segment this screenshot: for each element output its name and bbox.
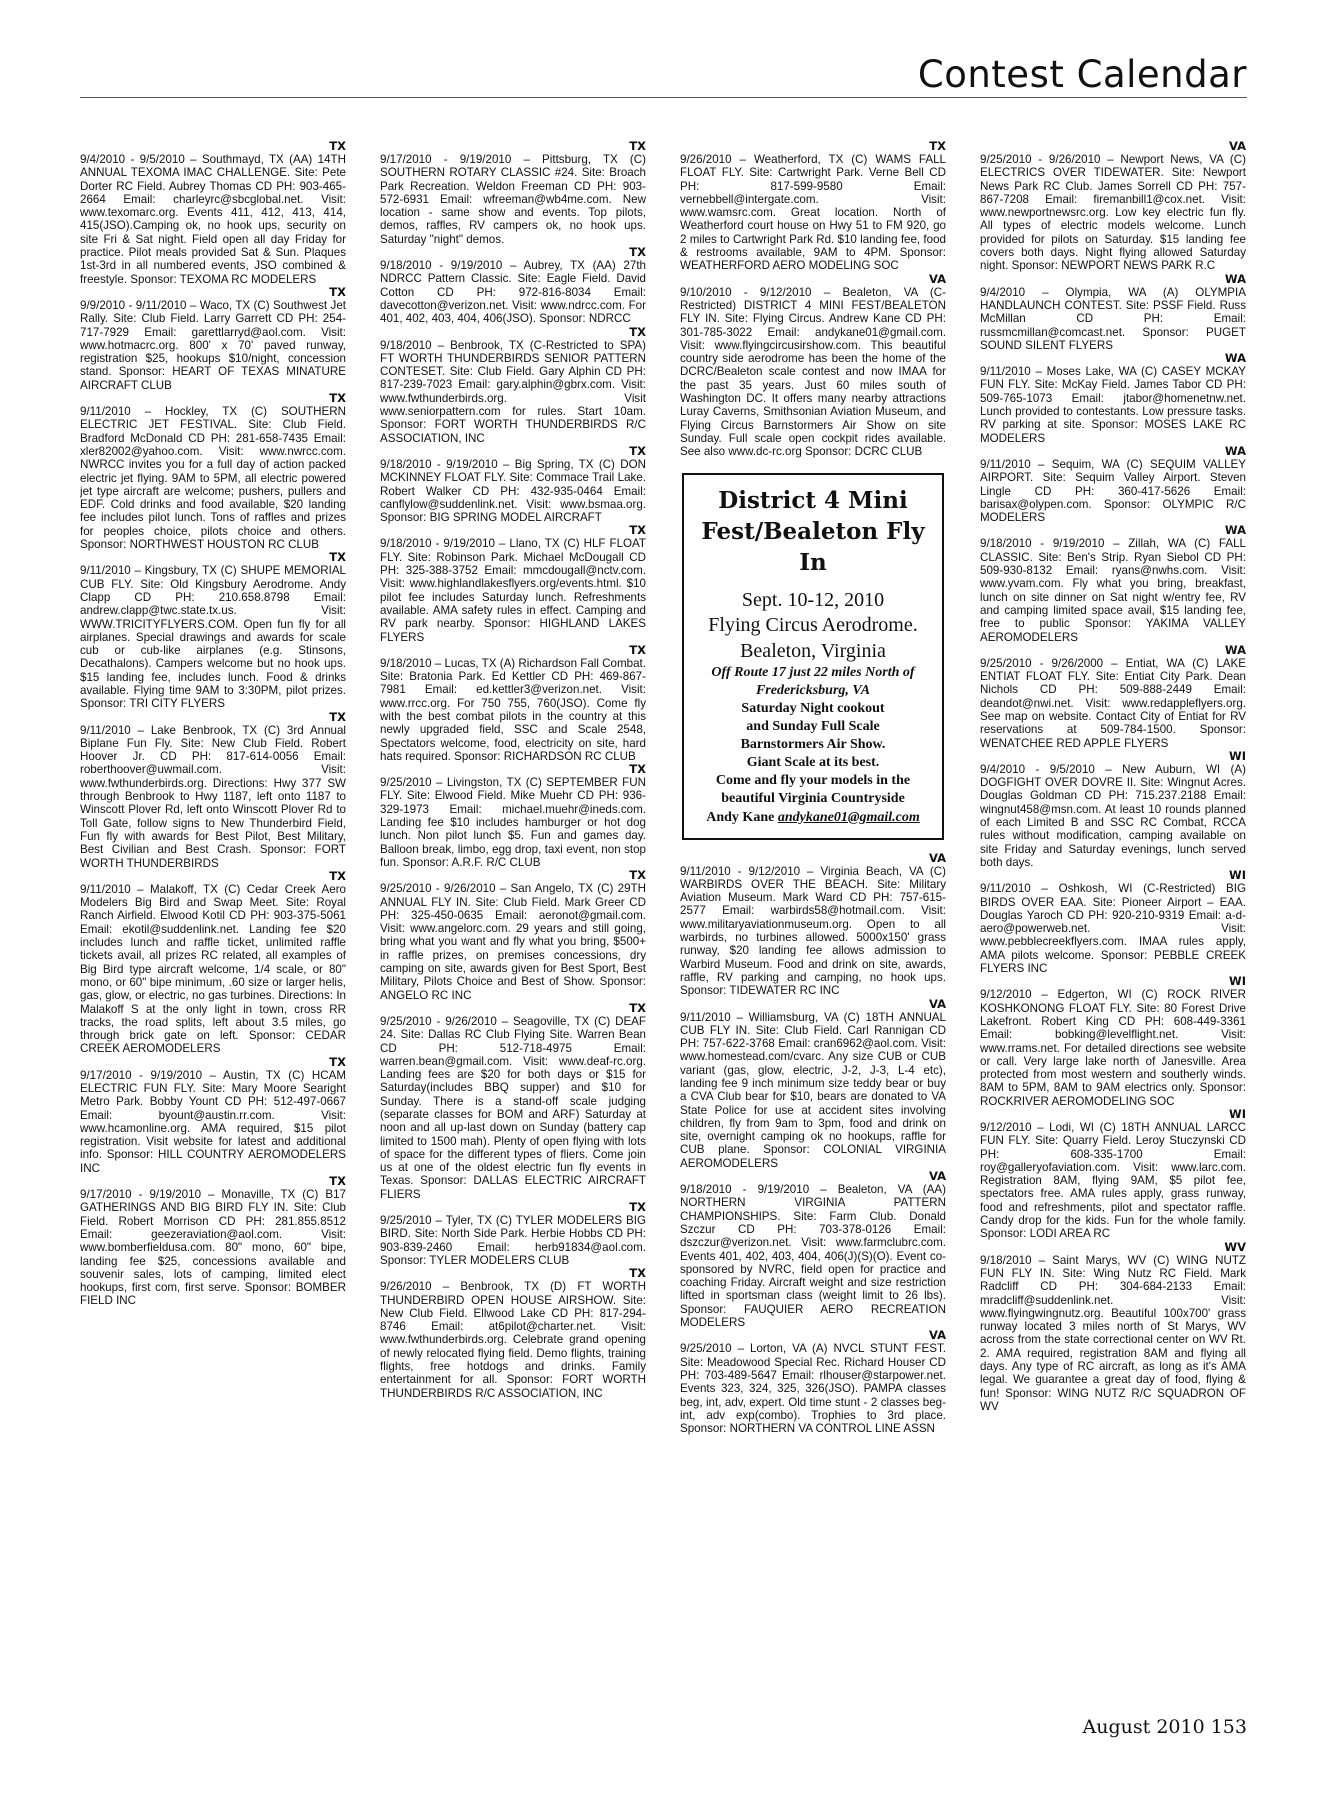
ad-town2: Fredericksburg, VA xyxy=(755,682,871,698)
calendar-column-2 xyxy=(380,140,646,1665)
calendar-entry xyxy=(980,1108,1246,1241)
calendar-column-3 xyxy=(680,140,946,1665)
entry-text: 9/4/2010 - 9/5/2010 – Southmayd, TX (AA) 14TH ANNUAL TEXOMA IMAC CHALLENGE. Site: Pete Dorter RC Field. Aubrey Thomas CD PH: 903-465-2664 Email: charleyrc@sbcglobal.net. Visit: www.texomarc.org. Events 411, 412, 413, 414, 415(JSO).Camping ok, no hook ups, security on site Fri & Sat night. Field open all day Friday for practice. Pilot meals provided Sat & Sun. Plaques 1st-3rd in all numbered events, JSO combined & freestyle. Sponsor: TEXOMA RC MODELERS xyxy=(80,153,346,286)
entry-state: TX xyxy=(629,245,646,260)
calendar-entry xyxy=(80,392,346,551)
entry-text: 9/11/2010 – Williamsburg, VA (C) 18TH ANNUAL CUB FLY IN. Site: Club Field. Carl Rannigan CD PH: 757-622-3768 Email: cran6962@aol.com. Visit: www.homestead.com/cvarc. Any size CUB or CUB variant (gas, glow, electric, J-2, J-3, L-4 etc), landing fee 9 inch minimum size teddy bear or buy a CVA Club bear for $10, bears are donated to VA State Police for use at accident sites involving children, fly from 9am to 3pm, food and drink on site, overnight camping ok no hookups, raffle for CUB plane. Sponsor: COLONIAL VIRGINIA AEROMODELERS xyxy=(680,1010,946,1170)
entry-text: 9/25/2010 - 9/26/2010 – Newport News, VA (C) ELECTRICS OVER TIDEWATER. Site: Newport News Park RC Club. James Sorrell CD PH: 757-867-7208 Email: firemanbill1@cox.net. Visit: www.newportnewsrc.org. Low key electric fun fly. All types of electric models welcome. Lunch provided for pilots on Saturday. $15 landing fee covers both days. Night flying allowed Saturday night. Sponsor: NEWPORT NEWS PARK R.C xyxy=(980,153,1246,273)
entry-state: TX xyxy=(329,391,346,406)
entry-text: 9/4/2010 – Olympia, WA (A) OLYMPIA HANDLAUNCH CONTEST. Site: PSSF Field. Russ McMillan CD PH: Email: russmcmillan@comcast.net. Sponsor: PUGET SOUND SILENT FLYERS xyxy=(980,285,1246,352)
entry-text: 9/11/2010 – Lake Benbrook, TX (C) 3rd Annual Biplane Fun Fly. Site: New Club Field. Robert Hoover Jr. CD PH: 817-614-0056 Email: roberthoover@uwmail.com. Visit: www.fwthunderbirds.org. Directions: Hwy 377 SW through Benbrook to Hwy 1187, left onto 1187 to Winscott Plover Rd, left onto Winscott Plover Rd to Toll Gate, follow signs to New Thunderbird Field, Fun fly with awards for Best Pilot, Best Military, Best Civilian and Best Crash. Sponsor: FORT WORTH THUNDERBIRDS xyxy=(80,723,346,870)
entry-text: 9/12/2010 – Edgerton, WI (C) ROCK RIVER KOSHKONONG FLOAT FLY. Site: 80 Forest Drive Lakefront. Robert King CD PH: 608-449-3361 Email: bobking@levelflight.net. Visit: www.rrams.net. For detailed directions see website or call. Very large lake north of Janesville. Area protected from most western and southerly winds. 8AM to 5PM, 8AM to 9AM electrics only. Sponsor: ROCKRIVER AEROMODELING SOC xyxy=(980,988,1246,1108)
entry-text: 9/25/2010 - 9/26/2000 – Entiat, WA (C) LAKE ENTIAT FLOAT FLY. Site: Entiat City Park. Dean Nichols CD PH: 509-888-2449 Email: deandot@nwi.net. Visit: www.redappleflyers.org. See map on website. Contact City of Entiat for RV reservations at 509-784-1500. Sponsor: WENATCHEE RED APPLE FLYERS xyxy=(980,656,1246,750)
calendar-entry xyxy=(680,140,946,273)
entry-text: 9/11/2010 – Kingsbury, TX (C) SHUPE MEMORIAL CUB FLY. Site: Old Kingsbury Aerodrome. Andy Clapp CD PH: 210.658.8798 Email: andrew.clapp@twc.state.tx.us. Visit: WWW.TRICITYFLYERS.COM. Open fun fly for all airplanes. Special drawings and awards for scale cub or cub-like airplanes (e.g. Stinsons, Decathalons). Campers welcome but no hook ups. $15 landing fee, includes lunch. Food & drinks available. Flying time 9AM to 3:30PM, pilot prizes. Sponsor: TRI CITY FLYERS xyxy=(80,564,346,711)
calendar-entry xyxy=(680,273,946,459)
entry-state: TX xyxy=(329,140,346,153)
ad-line: Barnstormers Air Show. xyxy=(740,736,886,752)
entry-state: WA xyxy=(1224,443,1246,458)
calendar-entry xyxy=(380,1267,646,1400)
calendar-entry xyxy=(980,750,1246,869)
entry-state: TX xyxy=(629,140,646,153)
calendar-entry xyxy=(380,1201,646,1267)
entry-state: TX xyxy=(329,1174,346,1189)
entry-text: 9/25/2010 - 9/26/2010 – Seagoville, TX (C) DEAF 24. Site: Dallas RC Club Flying Site. Warren Bean CD PH: 512-718-4975 Email: warren.bean@gmail.com. Visit: www.deaf-rc.org. Landing fees are $20 for both days or $15 for Saturday(includes BBQ supper) and $10 for Sunday. There is a stand-off scale judging (separate classes for BOM and ARF) Saturday at noon and all up-last down on Sunday (battery cap limited to 1500 mah). Plenty of open flying with lots of space for the different types of fliers. Come join us at one of the oldest electric fun fly events in Texas. Sponsor: DALLAS ELECTRIC AIRCRAFT FLIERS xyxy=(380,1014,646,1201)
ad-contact-email: andykane01@gmail.com xyxy=(777,809,920,825)
calendar-entry xyxy=(80,286,346,392)
calendar-entry xyxy=(380,524,646,643)
calendar-entry xyxy=(980,140,1246,273)
calendar-entry xyxy=(980,644,1246,750)
entry-state: TX xyxy=(329,284,346,299)
calendar-entry xyxy=(980,273,1246,352)
entry-state: TX xyxy=(629,443,646,458)
ad-line: Giant Scale at its best. xyxy=(746,754,880,770)
entry-state: TX xyxy=(929,140,946,153)
entry-state: WA xyxy=(1224,271,1246,286)
calendar-entry xyxy=(680,998,946,1171)
calendar-entry xyxy=(380,326,646,445)
entry-state: VA xyxy=(928,850,946,865)
ad-contact xyxy=(692,808,934,828)
ad-contact-name: Andy Kane xyxy=(706,809,775,825)
ad-line: and Sunday Full Scale xyxy=(746,718,880,734)
entry-state: TX xyxy=(329,1054,346,1069)
entry-text: 9/18/2010 – Benbrook, TX (C-Restricted to SPA) FT WORTH THUNDERBIRDS SENIOR PATTERN CONTESET. Site: Club Field. Gary Alphin CD PH: 817-239-7023 Email: gary.alphin@gbrx.com. Visit: www.fwthunderbirds.org. Visit www.seniorpattern.com for rules. Start 10am. Sponsor: FORT WORTH THUNDERBIRDS R/C ASSOCIATION, INC xyxy=(380,338,646,445)
entry-state: TX xyxy=(629,1200,646,1215)
calendar-entry xyxy=(380,140,646,246)
entry-state: WA xyxy=(1224,351,1246,366)
calendar-column-3-top xyxy=(680,140,946,459)
calendar-entry xyxy=(380,869,646,1002)
entry-state: WI xyxy=(1229,1107,1246,1121)
calendar-entry xyxy=(380,1002,646,1201)
entry-state: TX xyxy=(629,642,646,657)
entry-state: WV xyxy=(1224,1239,1246,1254)
page-title: Contest Calendar xyxy=(917,53,1247,96)
entry-text: 9/11/2010 – Malakoff, TX (C) Cedar Creek Aero Modelers Big Bird and Swap Meet. Site: Royal Ranch Airfield. Elwood Kotil CD PH: 903-375-5061 Email: ekotil@suddenlink.net. Landing fee $20 includes lunch and raffle ticket, unlimited raffle tickets avail, all prizes RC related, all examples of Big Bird type aircraft welcome, 1/4 scale, or 80" mono, or 60" bipe minimum, .60 size or larger helis, gas, glow, or electric, no gas turbines. Directions: In Malakoff S at the only light in town, cross RR tracks, the road splits, left about 3.5 miles, go through brick gate on left. Sponsor: CEDAR CREEK AEROMODELERS xyxy=(80,882,346,1056)
entry-state: WA xyxy=(1224,642,1246,657)
entry-text: 9/18/2010 - 9/19/2010 – Zillah, WA (C) FALL CLASSIC. Site: Ben's Strip. Ryan Siebol CD PH: 509-930-8132 Email: ryans@nwhs.com. Visit: www.yvam.com. Fly what you bring, breakfast, lunch on site dinner on Sat night w/entry fee, RV and camping limited space avail, $15 landing fee, free to public Sponsor: YAKIMA VALLEY AEROMODELERS xyxy=(980,537,1246,644)
calendar-entry xyxy=(80,1175,346,1308)
ad-town: Bealeton, Virginia xyxy=(740,639,886,662)
entry-text: 9/18/2010 - 9/19/2010 – Bealeton, VA (AA) NORTHERN VIRGINIA PATTERN CHAMPIONSHIPS. Site: Farm Club. Donald Szczur CD PH: 703-378-0126 Email: dszczur@verizon.net. Visit: www.farmclubrc.com. Events 401, 402, 403, 404, 406(J)(S)(O). Event co-sponsored by NVRC, field open for practice and coaching Friday. Aircraft weight and size restriction lifted in sportsman class (weight limit to 26 lbs). Sponsor: FAUQUIER AERO RECREATION MODELERS xyxy=(680,1183,946,1330)
calendar-entry xyxy=(980,975,1246,1108)
ad-line: Come and fly your models in the xyxy=(715,772,911,788)
ad-title: District 4 Mini Fest/Bealeton Fly In xyxy=(701,486,925,576)
calendar-entry xyxy=(380,763,646,869)
entry-text: 9/18/2010 – Lucas, TX (A) Richardson Fall Combat. Site: Bratonia Park. Ed Kettler CD PH: 469-867-7981 Email: ed.kettler3@verizon.net. Visit: www.rrcc.org. For 750 755, 760(JSO). Come fly with the best combat pilots in the country at this newly upgraded field, SSC and Scale 2548, Spectators welcome, food, electricity on site, hard hats required. Sponsor: RICHARDSON RC CLUB xyxy=(380,656,646,763)
calendar-entry xyxy=(80,551,346,710)
calendar-column-3-bottom xyxy=(680,852,946,1436)
entry-text: 9/17/2010 - 9/19/2010 – Monaville, TX (C) B17 GATHERINGS AND BIG BIRD FLY IN. Site: Club Field. Robert Morrison CD PH: 281.855.8512 Email: geezeraviation@aol.com. Visit: www.bomberfieldusa.com. 80" mono, 60" bipe, landing fee $25, concessions available and souvenir sales, lots of camping, limited elect hookups, first com, first serve. Sponsor: BOMBER FIELD INC xyxy=(80,1188,346,1308)
ad-venue: Flying Circus Aerodrome. xyxy=(708,613,918,636)
entry-text: 9/26/2010 – Benbrook, TX (D) FT WORTH THUNDERBIRD OPEN HOUSE AIRSHOW. Site: New Club Field. Ellwood Lake CD PH: 817-294-8746 Email: at6pilot@charter.net. Visit: www.fwthunderbirds.org. Celebrate grand opening of newly relocated flying field. Demo flights, training flights, free hotdogs and drinks. Family entertainment for all. Sponsor: FORT WORTH THUNDERBIRDS R/C ASSOCIATION, INC xyxy=(380,1280,646,1400)
entry-state: TX xyxy=(629,324,646,339)
entry-text: 9/18/2010 - 9/19/2010 – Big Spring, TX (C) DON MCKINNEY FLOAT FLY. Site: Commace Trail Lake. Robert Walker CD PH: 432-935-0464 Email: canflylow@suddenlink.net. Visit: www.bsmaa.org. Sponsor: BIG SPRING MODEL AIRCRAFT xyxy=(380,457,646,525)
entry-text: 9/18/2010 - 9/19/2010 – Aubrey, TX (AA) 27th NDRCC Pattern Classic. Site: Eagle Field. David Cotton CD PH: 972-816-8034 Email: davecotton@verizon.net. Visit: www.ndrcc.com. For 401, 402, 403, 404, 406(JSO). Sponsor: NDRCC xyxy=(380,259,646,326)
calendar-entry xyxy=(80,711,346,870)
entry-state: TX xyxy=(629,1266,646,1281)
calendar-entry xyxy=(680,1329,946,1435)
entry-text: 9/4/2010 - 9/5/2010 – New Auburn, WI (A) DOGFIGHT OVER DOVRE II. Site: Wingnut Acres. Douglas Goldman CD PH: 715.237.2188 Email: wingnut458@msn.com. At least 10 rounds planned of each Limited B and SSC RC Combat, RCCA rules without modification, camping available on site Friday and Saturday evenings, lunch served both days. xyxy=(980,762,1246,869)
calendar-entry xyxy=(80,1056,346,1175)
entry-text: 9/25/2010 – Livingston, TX (C) SEPTEMBER FUN FLY. Site: Elwood Field. Mike Muehr CD PH: 936-329-1973 Email: michael.muehr@ineds.com. Landing fee $10 includes hamburger or hot dog lunch. Non pilot lunch $5. Fun and games day. Balloon break, limbo, egg drop, taxi event, non stop fun. Sponsor: A.R.F. R/C CLUB xyxy=(380,776,646,869)
entry-text: 9/25/2010 – Tyler, TX (C) TYLER MODELERS BIG BIRD. Site: North Side Park. Herbie Hobbs CD PH: 903-839-2460 Email: herb91834@aol.com. Sponsor: TYLER MODELERS CLUB xyxy=(380,1214,646,1267)
calendar-entry xyxy=(980,352,1246,445)
page-footer: August 2010 153 xyxy=(1082,1716,1247,1738)
entry-state: VA xyxy=(1228,140,1246,153)
entry-state: VA xyxy=(928,996,946,1011)
ad-line: Saturday Night cookout xyxy=(741,700,885,716)
calendar-entry xyxy=(980,445,1246,524)
entry-state: WI xyxy=(1229,974,1246,989)
entry-text: 9/11/2010 – Sequim, WA (C) SEQUIM VALLEY AIRPORT. Site: Sequim Valley Airport. Steven Lingle CD PH: 360-417-5626 Email: barisax@olypen.com. Sponsor: OLYMPIC R/C MODELERS xyxy=(980,457,1246,525)
entry-text: 9/25/2010 – Lorton, VA (A) NVCL STUNT FEST. Site: Meadowood Special Rec. Richard Houser CD PH: 703-489-5647 Email: rlhouser@starpower.net. Events 323, 324, 325, 326(JSO). PAMPA classes beg, int, adv, expert. Old time stunt - 2 classes beg-int, adv exp(combo). Trophies to 3rd place. Sponsor: NORTHERN VA CONTROL LINE ASSN xyxy=(680,1342,946,1436)
entry-state: TX xyxy=(329,709,346,724)
calendar-column-4 xyxy=(980,140,1246,1665)
entry-text: 9/17/2010 - 9/19/2010 – Austin, TX (C) HCAM ELECTRIC FUN FLY. Site: Mary Moore Searight Metro Park. Bobby Yount CD PH: 512-497-0667 Email: byount@austin.rr.com. Visit: www.hcamonline.org. AMA required, $15 pilot registration. Visit website for latest and additional info. Sponsor: HILL COUNTRY AEROMODELERS INC xyxy=(80,1068,346,1175)
entry-text: 9/11/2010 – Hockley, TX (C) SOUTHERN ELECTRIC JET FESTIVAL. Site: Club Field. Bradford McDonald CD PH: 281-658-7435 Email: xler82002@yahoo.com. Visit: www.nwrcc.com. NWRCC invites you for a full day of action packed electric jet flying. 9AM to 5PM, all electric powered jet type aircraft are welcome; pushers, pullers and EDF. Cold drinks and food available, $20 landing fee includes pilot lunch. Tons of raffles and prizes for peoples choice, pilots choice and others. Sponsor: NORTHWEST HOUSTON RC CLUB xyxy=(80,405,346,552)
calendar-entry xyxy=(980,1241,1246,1414)
entry-text: 9/12/2010 – Lodi, WI (C) 18TH ANNUAL LARCC FUN FLY. Site: Quarry Field. Leroy Stuczynski CD PH: 608-335-1700 Email: roy@galleryofaviation.com. Visit: www.larc.com. Registration 8AM, flying 9AM, $5 pilot fee, spectators free. AMA rules apply, grass runway, food and refreshments, pilot and spectator raffle. Candy drop for the kids. Fun for the whole family. Sponsor: LODI AREA RC xyxy=(980,1121,1246,1241)
calendar-column-1 xyxy=(80,140,346,1665)
entry-state: VA xyxy=(928,271,946,286)
entry-state: WA xyxy=(1224,523,1246,538)
entry-text: 9/11/2010 - 9/12/2010 – Virginia Beach, VA (C) WARBIRDS OVER THE BEACH. Site: Military Aviation Museum. Mark Ward CD PH: 757-615-2577 Email: warbirds58@hotmail.com. Visit: www.militaryaviationmuseum.org. Open to all warbirds, no turbines allowed. 5000x150' grass runway, $20 landing fee allows admission to Warbird Museum. Food and drink on site, awards, raffle, RV parking and camping, no hook ups. Sponsor: TIDEWATER RC INC xyxy=(680,864,946,998)
entry-text: 9/11/2010 – Moses Lake, WA (C) CASEY MCKAY FUN FLY. Site: McKay Field. James Tabor CD PH: 509-765-1073 Email: jtabor@homenetnw.net. Lunch provided to contestants. Low pressure tasks. RV parking at site. Sponsor: MOSES LAKE RC MODELERS xyxy=(980,365,1246,445)
calendar-entry xyxy=(380,644,646,763)
entry-state: WI xyxy=(1229,748,1246,763)
calendar-entry xyxy=(980,869,1246,975)
entry-state: TX xyxy=(329,868,346,883)
entry-text: 9/18/2010 - 9/19/2010 – Llano, TX (C) HLF FLOAT FLY. Site: Robinson Park. Michael McDougall CD PH: 325-388-3752 Email: mmcdougall@nctv.com. Visit: www.highlandlakesflyers.org/events.html. $10 pilot fee includes Saturday lunch. Refreshments available. AMA safety rules in effect. Camping and RV park nearby. Sponsor: HIGHLAND LAKES FLYERS xyxy=(380,537,646,644)
entry-text: 9/10/2010 - 9/12/2010 – Bealeton, VA (C-Restricted) DISTRICT 4 MINI FEST/BEALETON FLY IN. Site: Flying Circus. Andrew Kane CD PH: 301-785-3022 Email: andykane01@gmail.com. Visit: www.flyingcircusirshow.com. This beautiful country side aerodrome has been the home of the DCRC/Bealeton scale contest and now IMAA for the past 35 years. Just 60 miles south of Washington DC. It offers many nearby attractions Luray Caverns, Smithsonian Aviation Museum, and Flying Circus Barnstormers Air Show on site Sunday. Full scale open cockpit rides available. See also www.dc-rc.org Sponsor: DCRC CLUB xyxy=(680,285,946,459)
page-header xyxy=(80,55,1247,98)
entry-state: WI xyxy=(1229,868,1246,883)
entry-state: VA xyxy=(928,1169,946,1184)
entry-text: 9/26/2010 – Weatherford, TX (C) WAMS FALL FLOAT FLY. Site: Cartwright Park. Verne Bell CD PH: 817-599-9580 Email: vernebbell@intergate.com. Visit: www.wamsrc.com. Great location. North of Weatherford court house on Hwy 51 to FM 920, go 2 miles to Cartwright Park Rd. $10 landing fee, food & restrooms available, 9AM to 4PM. Sponsor: WEATHERFORD AERO MODELING SOC xyxy=(680,153,946,273)
entry-text: 9/17/2010 - 9/19/2010 – Pittsburg, TX (C) SOUTHERN ROTARY CLASSIC #24. Site: Broach Park Recreation. Weldon Freeman CD PH: 903-572-6931 Email: wfreeman@wb4me.com. New location - same show and events. Top pilots, demos, raffles, RV campers ok, no hook ups. Saturday "night" demos. xyxy=(380,153,646,246)
entry-state: TX xyxy=(629,868,646,883)
ad-route: Off Route 17 just 22 miles North of xyxy=(711,664,915,680)
entry-text: 9/11/2010 – Oshkosh, WI (C-Restricted) BIG BIRDS OVER EAA. Site: Pioneer Airport – EAA. Douglas Yaroch CD PH: 920-210-9319 Email: a-d-aero@powerweb.net. Visit: www.pebblecreekflyers.com. IMAA rules apply, AMA pilots welcome. Sponsor: PEBBLE CREEK FLYERS INC xyxy=(980,882,1246,976)
entry-state: TX xyxy=(629,1000,646,1015)
calendar-entry xyxy=(80,870,346,1056)
entry-state: TX xyxy=(329,550,346,565)
entry-state: VA xyxy=(928,1328,946,1343)
entry-state: TX xyxy=(629,523,646,538)
calendar-entry xyxy=(80,140,346,286)
event-advertisement xyxy=(682,473,944,840)
entry-text: 9/9/2010 - 9/11/2010 – Waco, TX (C) Southwest Jet Rally. Site: Club Field. Larry Garrett CD PH: 254-717-7929 Email: garettlarryd@aol.com. Visit: www.hotmacrc.org. 800' x 70' paved runway, registration $25, hookups $10/night, concession stand. Sponsor: HEART OF TEXAS MINATURE AIRCRAFT CLUB xyxy=(80,298,346,392)
calendar-entry xyxy=(380,246,646,325)
calendar-entry xyxy=(380,445,646,524)
calendar-entry xyxy=(680,852,946,998)
ad-dates: Sept. 10-12, 2010 xyxy=(741,588,885,611)
entry-text: 9/18/2010 – Saint Marys, WV (C) WING NUTZ FUN FLY IN. Site: Wing Nutz RC Field. Mark Radcliff CD PH: 304-684-2133 Email: mradcliff@suddenlink.net. Visit: www.flyingwingnutz.org. Beautiful 100x700' grass runway located 3 miles north of St Marys, WV across from the state correctional center on WV Rt. 2. AMA required, registration 8AM and flying all days. Any type of RC aircraft, as long as it's AMA legal. We guarantee a great day of food, flying & fun! Sponsor: WING NUTZ R/C SQUADRON OF WV xyxy=(980,1253,1246,1413)
calendar-entry xyxy=(980,524,1246,643)
entry-state: TX xyxy=(629,762,646,777)
entry-text: 9/25/2010 - 9/26/2010 – San Angelo, TX (C) 29TH ANNUAL FLY IN. Site: Club Field. Mark Greer CD PH: 325-450-0635 Email: aeronot@gmail.com. Visit: www.angelorc.com. 29 years and still going, bring what you want and fly what you bring, $500+ in raffle prizes, on premises concessions, dry camping on site, awards given for Best Sport, Best Military, Pilots Choice and Best of Show. Sponsor: ANGELO RC INC xyxy=(380,882,646,1002)
ad-line: beautiful Virginia Countryside xyxy=(721,790,905,806)
calendar-entry xyxy=(680,1170,946,1329)
